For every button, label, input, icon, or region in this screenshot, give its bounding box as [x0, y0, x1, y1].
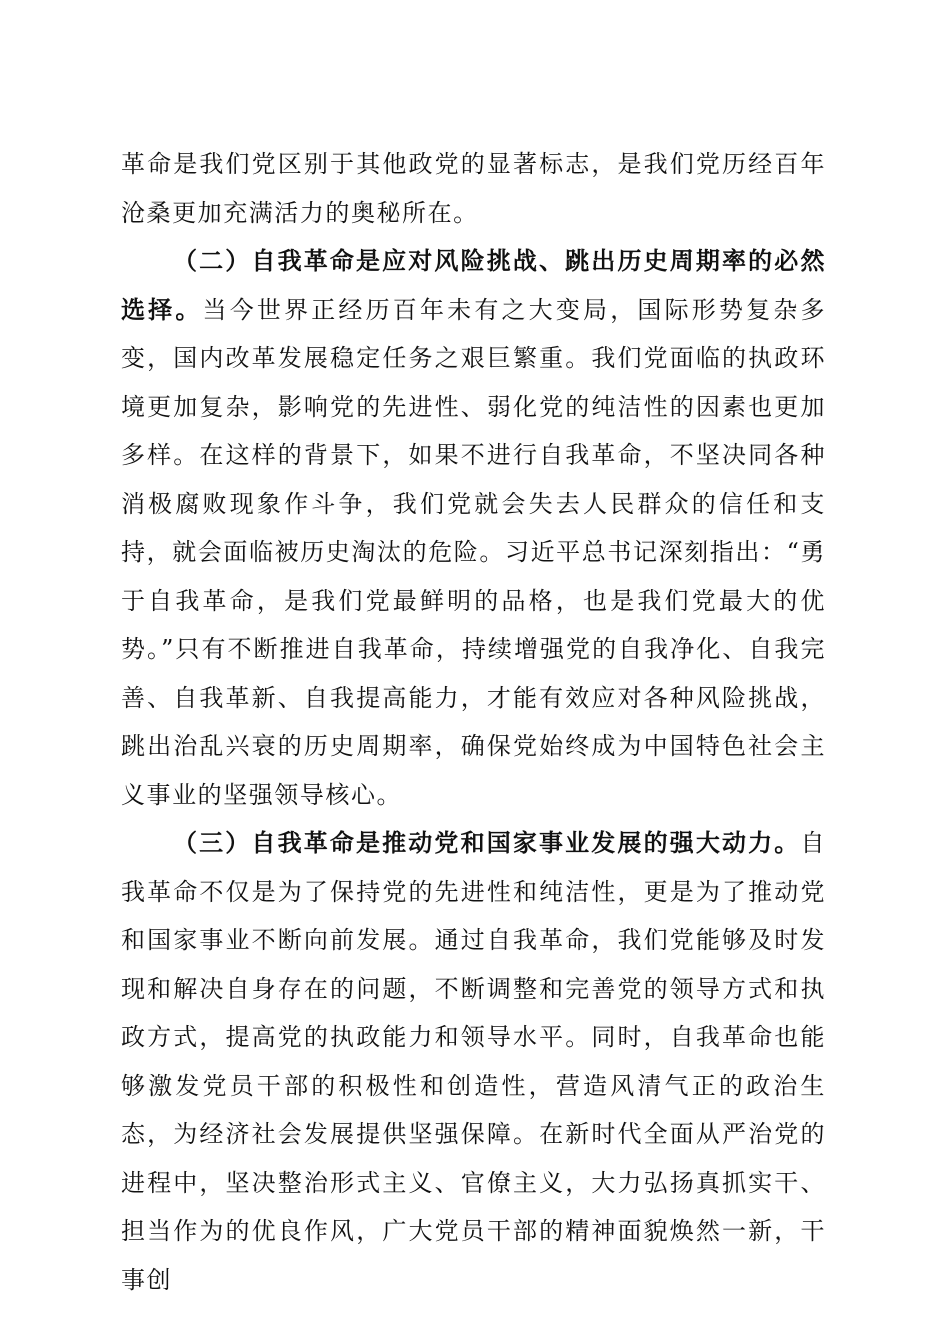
paragraph-body: 当今世界正经历百年未有之大变局，国际形势复杂多变，国内改革发展稳定任务之艰巨繁重。我们党面临的执政环境更加复杂，影响党的先进性、弱化党的纯洁性的因素也更加多样。在这样的背景下，如果不进行自我革命，不坚决同各种消极腐败现象作斗争，我们党就会失去人民群众的信任和支持，就会面临被历史淘汰的危险。习近平总书记深刻指出：“勇于自我革命，是我们党最鲜明的品格，也是我们党最大的优势。”只有不断推进自我革命，持续增强党的自我净化、自我完善、自我革新、自我提高能力，才能有效应对各种风险挑战，跳出治乱兴衰的历史周期率，确保党始终成为中国特色社会主义事业的坚强领导核心。: [121, 295, 826, 809]
paragraph-section-2: [121, 237, 826, 819]
section-heading: （三）自我革命是推动党和国家事业发展的强大动力。: [173, 828, 801, 857]
body-text: [121, 140, 826, 1304]
section-heading: （二）自我革命是应对风险挑战、跳出历史周期率的必然选择。: [121, 246, 826, 324]
paragraph-body: 革命是我们党区别于其他政党的显著标志，是我们党历经百年沧桑更加充满活力的奥秘所在。: [121, 150, 826, 227]
paragraph-body: 自我革命不仅是为了保持党的先进性和纯洁性，更是为了推动党和国家事业不断向前发展。通过自我革命，我们党能够及时发现和解决自身存在的问题，不断调整和完善党的领导方式和执政方式，提高党的执政能力和领导水平。同时，自我革命也能够激发党员干部的积极性和创造性，营造风清气正的政治生态，为经济社会发展提供坚强保障。在新时代全面从严治党的进程中，坚决整治形式主义、官僚主义，大力弘扬真抓实干、担当作为的优良作风，广大党员干部的精神面貌焕然一新，干事创: [121, 829, 826, 1294]
paragraph-section-3: [121, 819, 826, 1304]
paragraph-continuation: [121, 140, 826, 237]
